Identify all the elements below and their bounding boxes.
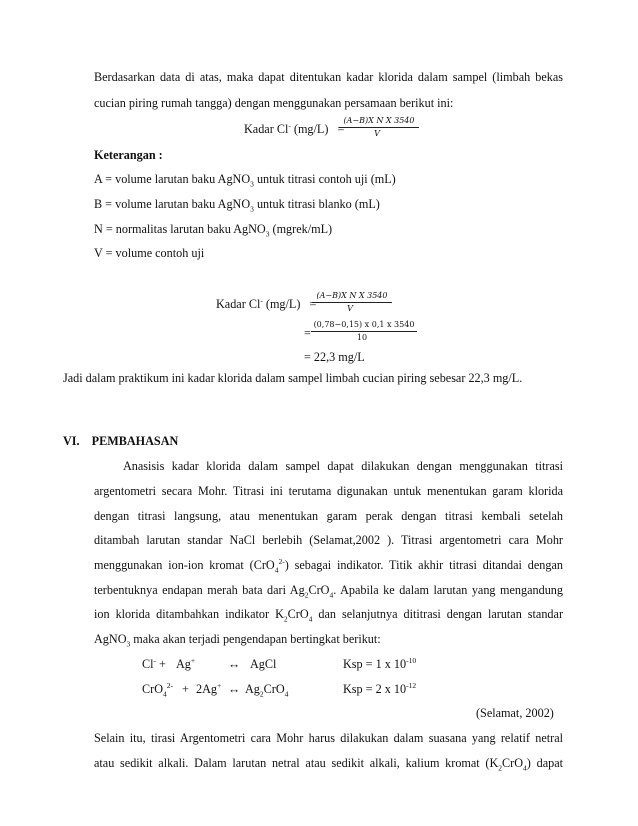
- section-title: PEMBAHASAN: [91, 434, 179, 448]
- closing-line-1: Selain itu, tirasi Argentometri cara Mohr harus dilakukan dalam suasana yang relatif netral: [94, 731, 563, 745]
- formula-2-label: Kadar Cl- (mg/L) =: [216, 295, 317, 311]
- formula-2-numerator: (A−B)X N X 3540: [312, 291, 392, 303]
- paragraph-line-8: AgNO$_3$ maka akan terjadi pengendapan bertingkat berikut:: [94, 632, 381, 649]
- reaction-2: CrO$_4^{2-}$ + 2Ag+ ↔ $Ag_2CrO_4$ Ksp = 2 x $10^{-12}$: [142, 680, 417, 699]
- formula-2-result: = 22,3 mg/L: [304, 350, 365, 364]
- keterangan-item-v: V = volume contoh uji: [94, 246, 205, 260]
- section-heading: [63, 433, 178, 449]
- keterangan-item-a: A = volume larutan baku AgNO$_3$ untuk titrasi contoh uji (mL): [94, 172, 396, 189]
- reaction-1: Cl- + Ag+ ↔ AgCl Ksp = 1 x $10^{-10}$: [142, 655, 417, 671]
- paragraph-line-3: dengan titrasi langsung, atau menentukan garam perak dengan titrasi kembali setelah: [94, 509, 563, 523]
- formula-2-equals-2: =: [304, 326, 311, 340]
- keterangan-title: Keterangan :: [94, 148, 163, 162]
- formula-1-equals: =: [337, 122, 345, 136]
- reaction-2-reactant: CrO$_4^{2-}$: [142, 680, 173, 699]
- formula-2-denominator: V: [347, 304, 353, 313]
- paragraph-line-2: argentometri secara Mohr. Titrasi ini terutama digunakan untuk menentukan garam klorida: [94, 484, 563, 498]
- paragraph-line-7: ion klorida ditambahkan indikator $K_2CrO_4$ dan selanjutnya dititrasi dengan larutan standar: [94, 607, 563, 624]
- closing-line-2: atau sedikit alkali. Dalam larutan netral atau sedikit alkali, kalium kromat $(K_2CrO_4)$ dapat: [94, 756, 563, 773]
- formula-2-substituted-denominator: 10: [356, 333, 368, 342]
- formula-1-numerator: (A−B)X N X 3540: [339, 116, 419, 128]
- paragraph-line-6: terbentuknya endapan merah bata dari $Ag_2CrO_4$. Apabila ke dalam larutan yang mengandung: [94, 583, 563, 600]
- formula-1-label: Kadar Cl- (mg/L) =: [244, 120, 345, 136]
- citation: (Selamat, 2002): [476, 706, 554, 720]
- reaction-1-reactant: Cl-: [142, 655, 157, 671]
- formula-2-equals: =: [309, 297, 317, 311]
- intro-line-1: Berdasarkan data di atas, maka dapat ditentukan kadar klorida dalam sampel (limbah bekas: [94, 70, 563, 84]
- paragraph-line-4: ditambah larutan standar NaCl berlebih (Selamat,2002 ). Titrasi argentometri cara Mohr: [94, 533, 563, 547]
- paragraph-line-1: Anasisis kadar klorida dalam sampel dapat dilakukan dengan menggunakan titrasi: [123, 459, 563, 473]
- formula-2-substituted-numerator: (0,78−0,15) x 0,1 x 3540: [311, 320, 417, 332]
- section-number: VI.: [63, 434, 80, 448]
- paragraph-line-5: menggunakan ion-ion kromat (CrO$_4^{2-}$) sebagai indikator. Titik akhir titrasi ditandai dengan: [94, 556, 563, 575]
- conclusion: Jadi dalam praktikum ini kadar klorida dalam sampel limbah cucian piring sebesar 22,3 mg/L.: [63, 371, 523, 385]
- keterangan-item-n: N = normalitas larutan baku AgNO$_3$ (mgrek/mL): [94, 222, 333, 239]
- formula-1-denominator: V: [374, 129, 380, 138]
- keterangan-item-b: B = volume larutan baku AgNO$_3$ untuk titrasi blanko (mL): [94, 197, 380, 214]
- intro-line-2: cucian piring rumah tangga) dengan menggunakan persamaan berikut ini:: [94, 96, 454, 110]
